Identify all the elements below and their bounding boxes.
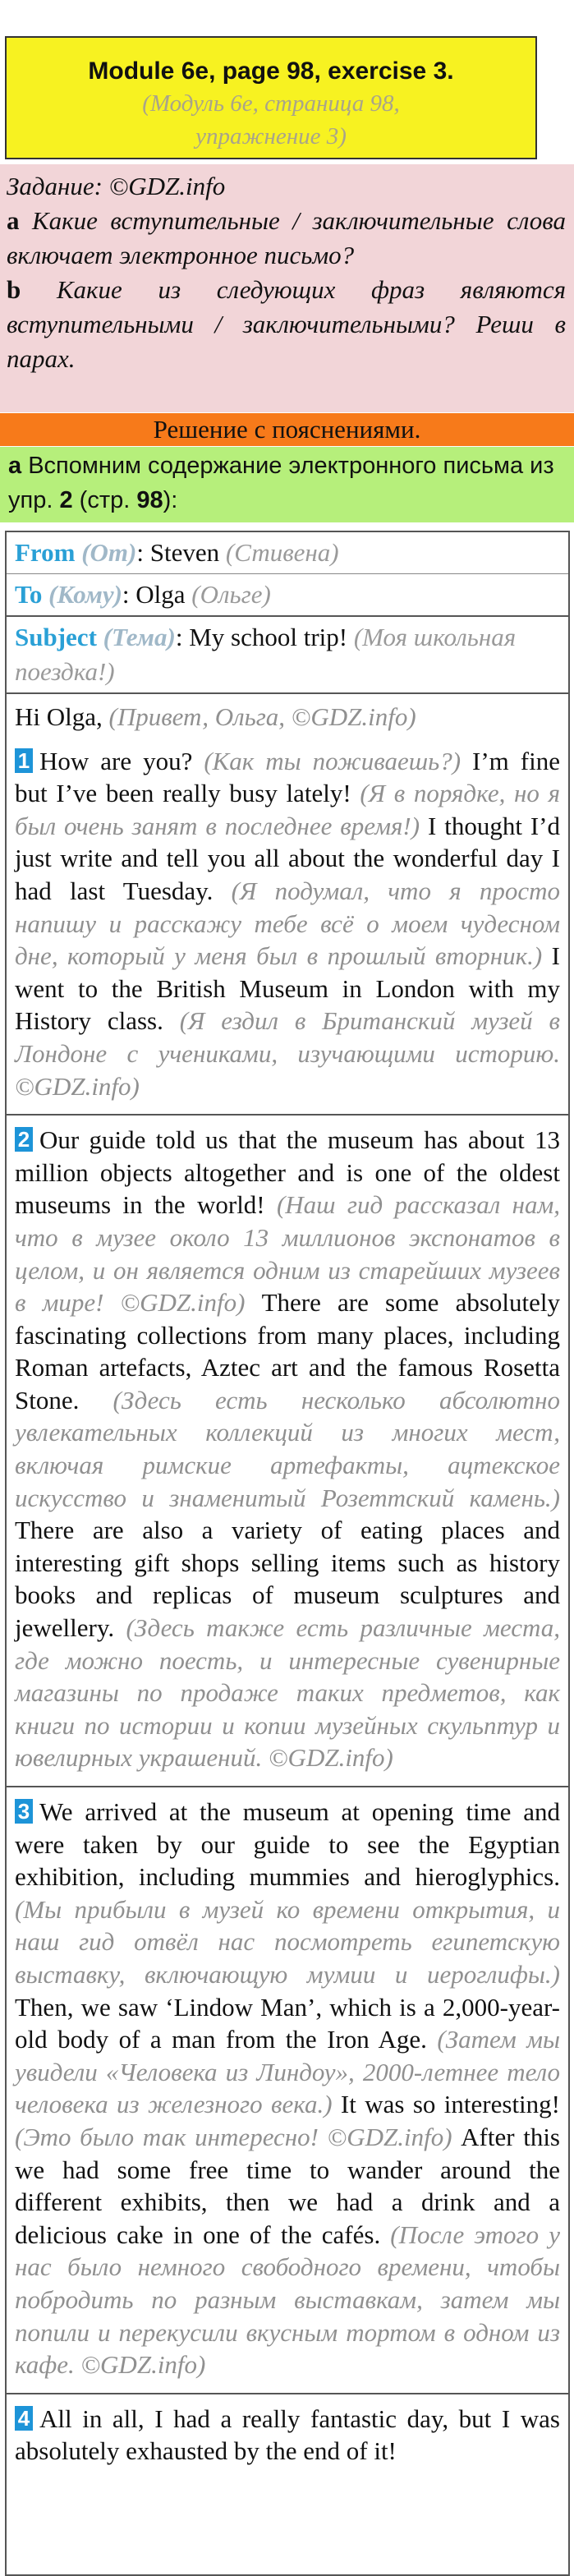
sentence-ru: (Здесь есть несколько абсолютно увлекательных коллекций из многих мест, включая римские артефакты, ацтекское искусство и знаменитый Розеттский камень.) (15, 1385, 560, 1512)
answer-text-before: Вспомним содержание электронного письма из упр. (8, 453, 554, 513)
answer-letter: a (8, 453, 22, 479)
to-label: To (15, 580, 43, 609)
paragraph-divider (7, 2393, 568, 2394)
subject-label: Subject (15, 623, 97, 651)
sentence-en: Then, we saw ‘Lindow Man’, which is a 2,000-year-old body of a man from the Iron Age. (15, 1992, 560, 2054)
paragraph-1 (15, 745, 560, 1103)
sentence-en: I’m fine but I’ve been really busy lately! (15, 746, 560, 808)
subject-label-ru: (Тема) (103, 623, 176, 651)
sentence-en: There are also a variety of eating places and interesting gift shops selling items such as history books and replicas of museum sculptures and jewellery. (15, 1516, 560, 1643)
sentence-ru: (Я в порядке, но я был очень занят в последнее время!) (15, 779, 560, 840)
paragraph-number-badge: 4 (15, 2406, 33, 2431)
email-to-row: To (Кому): Olga (Ольге) (7, 574, 568, 617)
sentence-en: There are some absolutely fascinating collections from many places, including Roman artefacts, Aztec art and the famous Rosetta Stone. (15, 1288, 560, 1414)
sentence-ru: (Как ты поживаешь?) (204, 746, 473, 775)
to-value: Olga (135, 580, 186, 609)
sentence-ru: (После этого у нас было немного свободного времени, чтобы побродить по разным выставкам, затем мы попили и перекусили вкусным тортом в одном из кафе. ©GDZ.info) (15, 2220, 560, 2380)
task-section (0, 164, 574, 412)
from-value-ru: (Стивена) (225, 538, 339, 567)
from-label-ru: (От) (81, 538, 137, 567)
answer-ex-num: 2 (59, 487, 73, 513)
sentence-en: Our guide told us that the museum has about 13 million objects altogether and is one of the oldest museums in the world! (15, 1125, 560, 1220)
subject-value: My school trip! (189, 623, 348, 651)
paragraphs (15, 745, 560, 2468)
to-label-ru: (Кому) (48, 580, 122, 609)
to-value-ru: (Ольге) (191, 580, 271, 609)
subject-value-ru: (Моя школьная поездка!) (15, 623, 517, 686)
paragraph-number-badge: 3 (15, 1799, 33, 1824)
sentence-en: It was so interesting! (340, 2090, 560, 2119)
paragraph-4 (15, 2403, 560, 2468)
sentence-ru: (Здесь также есть различные места, где можно поесть, и интересные сувенирные магазины по продаже таких предметов, как книги по истории и копии музейных скульптур и ювелирных украшений. ©GDZ.info) (15, 1613, 560, 1773)
sentence-ru: (Я подумал, что я просто напишу и расскажу тебе всё о моем чудесном дне, который у меня был в прошлый вторник.) (15, 876, 560, 971)
solution-banner: Решение с пояснениями. (0, 413, 574, 446)
from-label: From (15, 538, 76, 567)
task-b-text: Какие из следующих фраз являются вступительными / заключительными? Реши в парах. (7, 275, 566, 373)
answer-text-after: ): (163, 487, 178, 513)
sentence-en: I went to the British Museum in London with my History class. (15, 941, 560, 1036)
sentence-en: I thought I’d just write and tell you all about the wonderful day I had last Tuesday. (15, 811, 560, 905)
page-subtitle-line2: упражнение 3) (195, 123, 347, 150)
task-a (7, 204, 566, 273)
email-subject-row: Subject (Тема): My school trip! (Моя школьная поездка!) (7, 617, 568, 694)
sentence-ru: (Я ездил в Британский музей в Лондоне с учениками, изучающими историю. ©GDZ.info) (15, 1006, 560, 1101)
task-b-letter: b (7, 275, 21, 304)
paragraph-number-badge: 2 (15, 1127, 33, 1152)
sentence-en: All in all, I had a really fantastic day, but I was absolutely exhausted by the end of it! (15, 2404, 560, 2466)
greeting (15, 701, 560, 734)
email-box (5, 531, 570, 2576)
header-box (5, 16, 563, 161)
from-value: Steven (149, 538, 220, 567)
sentence-ru: (Мы прибыли в музей ко времени открытия, и наш гид отвёл нас посмотреть египетскую выставку, включающую мумии и иероглифы.) (15, 1894, 560, 1989)
task-a-text: Какие вступительные / заключительные слова включает электронное письмо? (7, 206, 566, 269)
sentence-ru: (Затем мы увидели «Человека из Линдоу», 2000-летнее тело человека из железного века.) (15, 2025, 561, 2119)
paragraph-divider (7, 1114, 568, 1116)
page-subtitle-line1: (Модуль 6e, страница 98, (142, 90, 400, 117)
sentence-en: After this we had some free time to wander around the different exhibits, then we had a drink and a delicious cake in one of the cafés. (15, 2122, 560, 2249)
sentence-en: How are you? (39, 746, 204, 775)
paragraph-2 (15, 1124, 560, 1774)
paragraph-3 (15, 1796, 560, 2381)
paragraph-number-badge: 1 (15, 748, 33, 773)
sentence-ru: (Наш гид рассказал нам, что в музее около 13 миллионов экспонатов в целом, и он является одним из старейших музеев в мире! ©GDZ.info) (15, 1190, 560, 1318)
task-b (7, 273, 566, 376)
paragraph-divider (7, 1786, 568, 1787)
header-front (5, 36, 537, 159)
sentence-en: We arrived at the museum at opening time and were taken by our guide to see the Egyptian exhibition, including mummies and hieroglyphics. (15, 1797, 560, 1892)
sentence-ru: (Это было так интересно! ©GDZ.info) (15, 2122, 461, 2151)
page-title: Module 6e, page 98, exercise 3. (88, 58, 454, 85)
email-body (7, 694, 568, 2468)
answer-text-mid: (стр. (79, 487, 131, 513)
answer-page-num: 98 (136, 487, 163, 513)
answer-intro (0, 447, 574, 522)
task-a-letter: a (7, 206, 20, 235)
task-label: Задание: ©GDZ.info (7, 172, 226, 200)
email-from-row: From (От): Steven (Стивена) (7, 532, 568, 574)
greeting-ru: (Привет, Ольга, ©GDZ.info) (108, 702, 416, 731)
greeting-en: Hi Olga, (15, 702, 103, 731)
